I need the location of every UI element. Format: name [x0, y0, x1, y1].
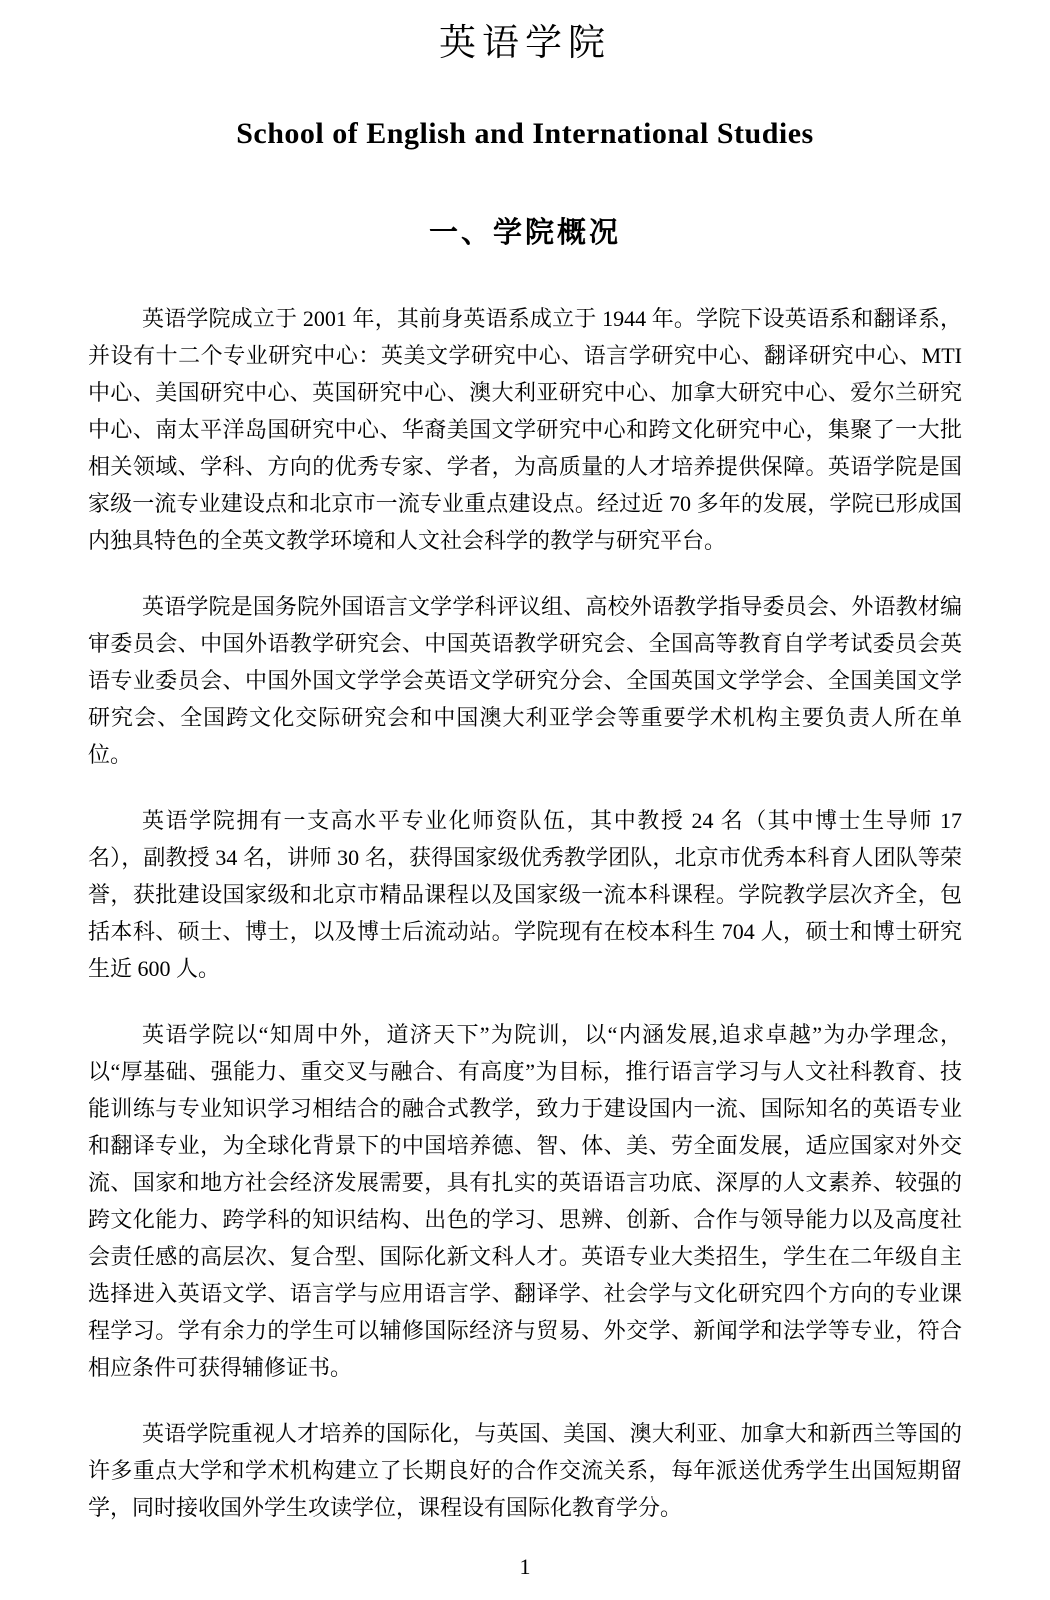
section-heading: 一、学院概况 — [428, 215, 621, 249]
paragraph-overview: 英语学院成立于 2001 年，其前身英语系成立于 1944 年。学院下设英语系和翻译系，并设有十二个专业研究中心：英美文学研究中心、语言学研究中心、翻译研究中心、MTI 中心、美国研究中心、英国研究中心、澳大利亚研究中心、加拿大研究中心、爱尔兰研究中心、南太平洋岛国研究中心、华裔美国文学研究中心和跨文化研究中心，集聚了一大批相关领域、学科、方向的优秀专家、学者，为高质量的人才培养提供保障。英语学院是国家级一流专业建设点和北京市一流专业重点建设点。经过近 70 多年的发展，学院已形成国内独具特色的全英文教学环境和人文社会科学的教学与研究平台。 — [88, 306, 962, 553]
document-body — [88, 300, 962, 1526]
document-title-english: School of English and International Studies — [236, 117, 814, 150]
paragraph-internationalization: 英语学院重视人才培养的国际化，与英国、美国、澳大利亚、加拿大和新西兰等国的许多重点大学和学术机构建立了长期良好的合作交流关系，每年派送优秀学生出国短期留学，同时接收国外学生攻读学位，课程设有国际化教育学分。 — [88, 1421, 962, 1520]
paragraph-faculty: 英语学院拥有一支高水平专业化师资队伍，其中教授 24 名（其中博士生导师 17 名），副教授 34 名，讲师 30 名，获得国家级优秀教学团队，北京市优秀本科育人团队等荣誉，获批建设国家级和北京市精品课程以及国家级一流本科课程。学院教学层次齐全，包括本科、硕士、博士，以及博士后流动站。学院现有在校本科生 704 人，硕士和博士研究生近 600 人。 — [88, 808, 962, 981]
document-title-chinese: 英语学院 — [439, 23, 611, 64]
page-number: 1 — [519, 1554, 531, 1579]
paragraph-academic-organizations: 英语学院是国务院外国语言文学学科评议组、高校外语教学指导委员会、外语教材编审委员会、中国外语教学研究会、中国英语教学研究会、全国高等教育自学考试委员会英语专业委员会、中国外国文学学会英语文学研究分会、全国英国文学学会、全国美国文学研究会、全国跨文化交际研究会和中国澳大利亚学会等重要学术机构主要负责人所在单位。 — [88, 594, 962, 767]
paragraph-education-philosophy: 英语学院以“知周中外，道济天下”为院训，以“内涵发展,追求卓越”为办学理念，以“厚基础、强能力、重交叉与融合、有高度”为目标，推行语言学习与人文社科教育、技能训练与专业知识学习相结合的融合式教学，致力于建设国内一流、国际知名的英语专业和翻译专业，为全球化背景下的中国培养德、智、体、美、劳全面发展，适应国家对外交流、国家和地方社会经济发展需要，具有扎实的英语语言功底、深厚的人文素养、较强的跨文化能力、跨学科的知识结构、出色的学习、思辨、创新、合作与领导能力以及高度社会责任感的高层次、复合型、国际化新文科人才。英语专业大类招生，学生在二年级自主选择进入英语文学、语言学与应用语言学、翻译学、社会学与文化研究四个方向的专业课程学习。学有余力的学生可以辅修国际经济与贸易、外交学、新闻学和法学等专业，符合相应条件可获得辅修证书。 — [88, 1022, 962, 1380]
